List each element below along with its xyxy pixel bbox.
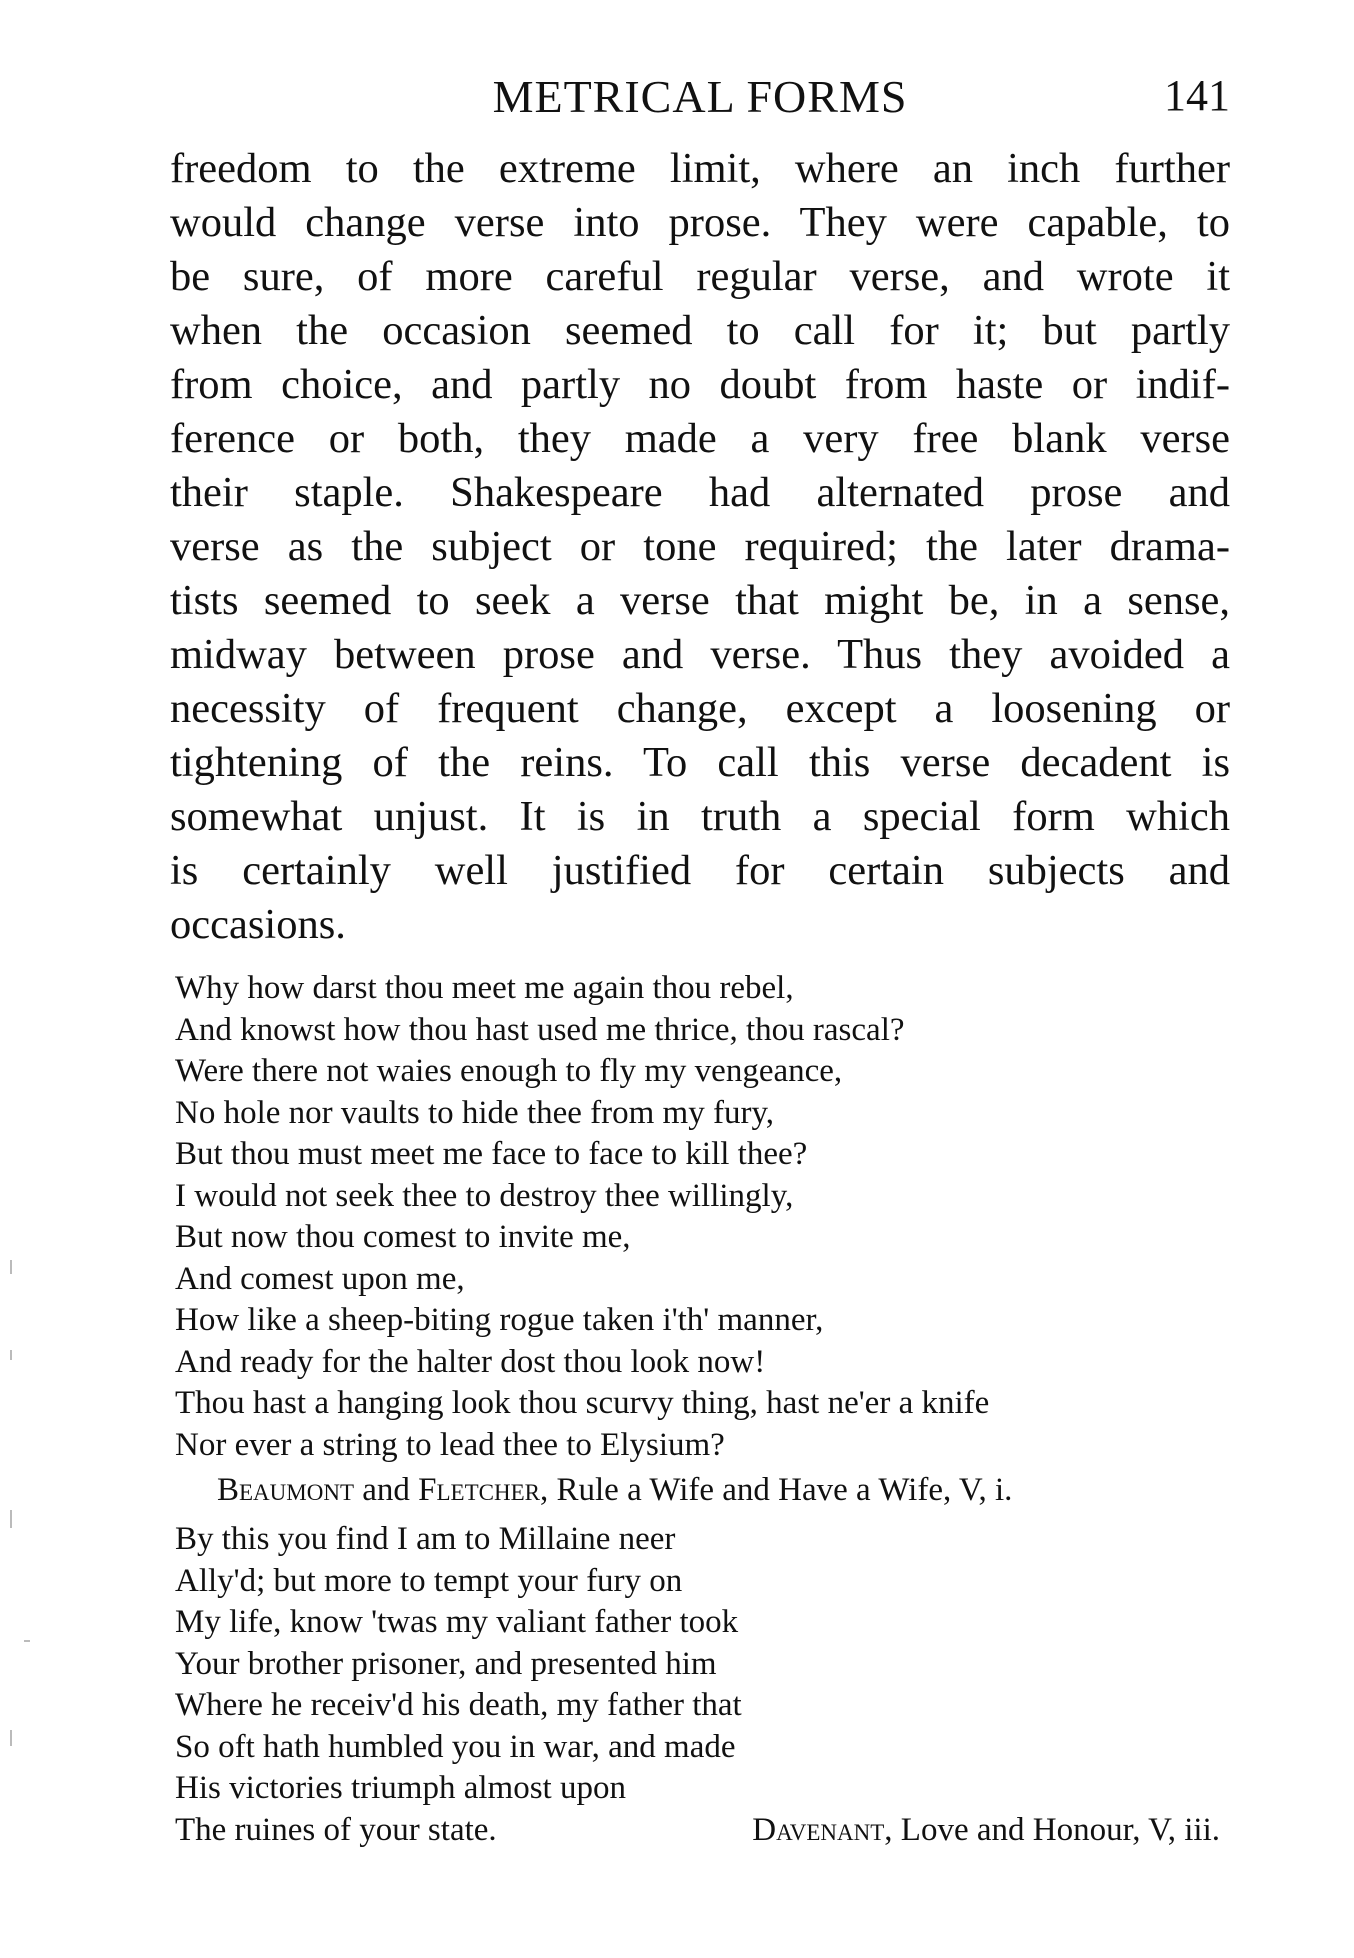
final-verse-row <box>175 1810 1220 1852</box>
paragraph-line: necessity of frequent change, except a loosening or <box>170 685 1230 732</box>
verse-line: But thou must meet me face to face to kill thee? <box>175 1136 808 1172</box>
attribution-work: , Rule a Wife and Have a Wife, V, i. <box>540 1472 1013 1508</box>
scan-edge-mark <box>10 1510 12 1528</box>
paragraph-line: somewhat unjust. It is in truth a special form which <box>170 793 1230 840</box>
verse-line: My life, know 'twas my valiant father took <box>175 1604 739 1640</box>
scan-edge-mark <box>10 1350 12 1360</box>
paragraph-line: from choice, and partly no doubt from haste or indif- <box>170 361 1230 408</box>
verse-line: Where he receiv'd his death, my father that <box>175 1687 742 1723</box>
verse-line: Nor ever a string to lead thee to Elysium? <box>175 1426 725 1463</box>
paragraph-line: tightening of the reins. To call this verse decadent is <box>170 739 1230 786</box>
verse-line: Ally'd; but more to tempt your fury on <box>175 1562 683 1599</box>
scan-edge-mark <box>24 1640 30 1642</box>
verse-line: By this you find I am to Millaine neer <box>175 1521 676 1557</box>
verse-line: And ready for the halter dost thou look now! <box>175 1343 766 1380</box>
quotation-attribution <box>752 1810 1220 1852</box>
verse-line: So oft hath humbled you in war, and made <box>175 1728 736 1765</box>
verse-line: The ruines of your state. <box>175 1811 497 1848</box>
paragraph-line: be sure, of more careful regular verse, and wrote it <box>170 253 1230 300</box>
running-title: METRICAL FORMS <box>492 71 908 122</box>
running-head <box>170 70 1230 126</box>
verse-line: But now thou comest to invite me, <box>175 1219 631 1255</box>
page-number: 141 <box>1164 71 1230 120</box>
body-paragraph <box>170 142 1230 952</box>
paragraph-line: tists seemed to seek a verse that might be, in a sense, <box>170 577 1230 624</box>
attribution-conjunction: and <box>354 1472 419 1508</box>
verse-line: I would not seek thee to destroy thee willingly, <box>175 1177 794 1214</box>
verse-line: How like a sheep-biting rogue taken i'th' manner, <box>175 1302 824 1338</box>
scan-edge-mark <box>10 1260 12 1274</box>
verse-line: Your brother prisoner, and presented him <box>175 1645 717 1682</box>
verse-quotation-beaumont-fletcher <box>175 968 1235 1512</box>
verse-quotation-davenant <box>175 1519 1235 1851</box>
verse-line: No hole nor vaults to hide thee from my fury, <box>175 1094 775 1131</box>
verse-line: And knowst how thou hast used me thrice, thou rascal? <box>175 1011 905 1048</box>
verse-line: His victories triumph almost upon <box>175 1770 626 1806</box>
attribution-work: , Love and Honour, V, iii. <box>884 1811 1220 1848</box>
scan-edge-mark <box>10 1730 12 1746</box>
quotation-attribution <box>175 1470 1235 1512</box>
paragraph-line: is certainly well justified for certain subjects and <box>170 847 1230 894</box>
verse-line: Thou hast a hanging look thou scurvy thing, hast ne'er a knife <box>175 1385 990 1421</box>
verse-line: Why how darst thou meet me again thou rebel, <box>175 970 794 1006</box>
verse-line: And comest upon me, <box>175 1260 465 1297</box>
paragraph-line: occasions. <box>170 901 346 948</box>
attribution-author: Davenant <box>752 1811 885 1848</box>
paragraph-line: freedom to the extreme limit, where an inch further <box>170 145 1230 192</box>
paragraph-line: would change verse into prose. They were capable, to <box>170 199 1230 246</box>
paragraph-line: their staple. Shakespeare had alternated prose and <box>170 469 1230 516</box>
attribution-coauthor: Fletcher <box>418 1472 540 1508</box>
paragraph-line: midway between prose and verse. Thus they avoided a <box>170 631 1230 678</box>
scan-edge-marks <box>4 1260 34 1860</box>
paragraph-line: verse as the subject or tone required; the later drama- <box>170 523 1230 570</box>
paragraph-line: ference or both, they made a very free blank verse <box>170 415 1230 462</box>
paragraph-line: when the occasion seemed to call for it; but partly <box>170 307 1230 354</box>
attribution-author: Beaumont <box>217 1472 354 1508</box>
verse-line: Were there not waies enough to fly my vengeance, <box>175 1053 843 1089</box>
